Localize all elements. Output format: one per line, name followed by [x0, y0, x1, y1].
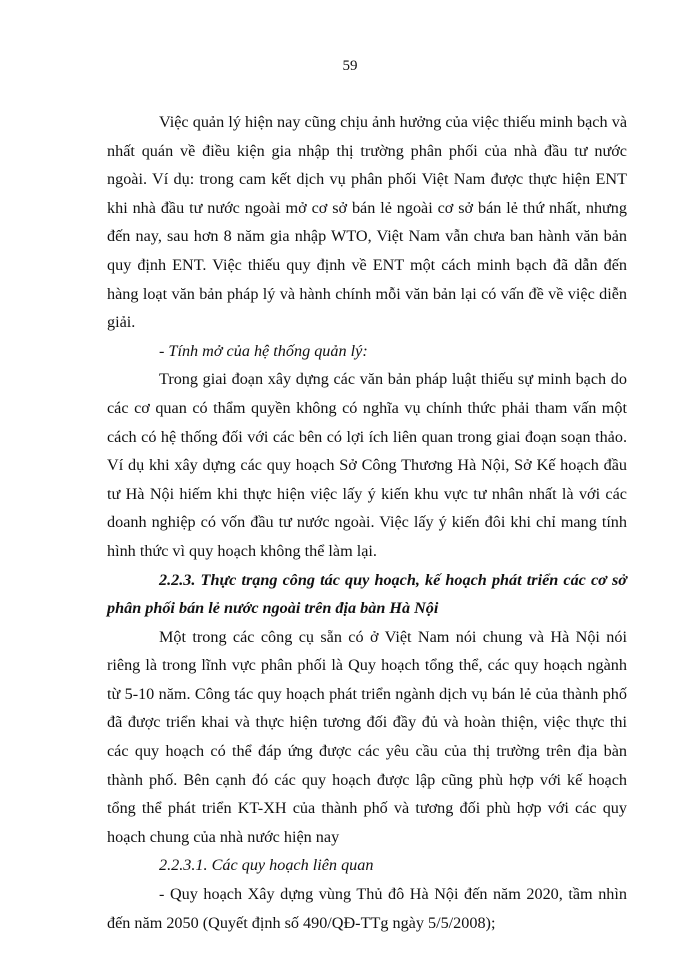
paragraph-planning: Một trong các công cụ sẵn có ở Việt Nam nói chung và Hà Nội nói riêng là trong lĩnh vực phân phối là Quy hoạch tổng thể, các quy hoạch ngành từ 5-10 năm. Công tác quy hoạch phát triển ngành dịch vụ bán lẻ của thành phố đã được triển khai và thực hiện tương đối đầy đủ và hoàn thiện, việc thực thi các quy hoạch có thể đáp ứng được các yêu cầu của thị trường trên địa bàn thành phố. Bên cạnh đó các quy hoạch được lập cũng phù hợp với kế hoạch tổng thể phát triển KT-XH của thành phố và tương đối phù hợp với các quy hoạch chung của nhà nước hiện nay	[107, 627, 627, 846]
bullet-openness: - Tính mở của hệ thống quản lý:	[159, 341, 368, 360]
paragraph-transparency: Việc quản lý hiện nay cũng chịu ảnh hưởng của việc thiếu minh bạch và nhất quán về điều kiện gia nhập thị trường phân phối của nhà đầu tư nước ngoài. Ví dụ: trong cam kết dịch vụ phân phối Việt Nam được thực hiện ENT khi nhà đầu tư nước ngoài mở cơ sở bán lẻ ngoài cơ sở bán lẻ thứ nhất, nhưng đến nay, sau hơn 8 năm gia nhập WTO, Việt Nam vẫn chưa ban hành văn bản quy định ENT. Việc thiếu quy định về ENT một cách minh bạch đã dẫn đến hàng loạt văn bản pháp lý và hành chính mỗi văn bản lại có vấn đề về việc diễn giải.	[107, 113, 627, 332]
section-heading: 2.2.3. Thực trạng công tác quy hoạch, kế hoạch phát triển các cơ sở phân phối bán lẻ nước ngoài trên địa bàn Hà Nội	[107, 570, 627, 618]
document-body	[107, 108, 627, 937]
paragraph-plan-item: - Quy hoạch Xây dựng vùng Thủ đô Hà Nội đến năm 2020, tầm nhìn đến năm 2050 (Quyết định số 490/QĐ-TTg ngày 5/5/2008);	[107, 885, 627, 932]
page-number: 59	[342, 58, 358, 74]
subsection-heading: 2.2.3.1. Các quy hoạch liên quan	[159, 856, 374, 875]
paragraph-consultation: Trong giai đoạn xây dựng các văn bản pháp luật thiếu sự minh bạch do các cơ quan có thẩm quyền không có nghĩa vụ chính thức phải tham vấn một cách có hệ thống đối với các bên có lợi ích liên quan trong giai đoạn soạn thảo. Ví dụ khi xây dựng các quy hoạch Sở Công Thương Hà Nội, Sở Kế hoạch đầu tư Hà Nội hiếm khi thực hiện việc lấy ý kiến khu vực tư nhân nhất là với các doanh nghiệp có vốn đầu tư nước ngoài. Việc lấy ý kiến đôi khi chỉ mang tính hình thức vì quy hoạch không thể làm lại.	[107, 370, 627, 560]
